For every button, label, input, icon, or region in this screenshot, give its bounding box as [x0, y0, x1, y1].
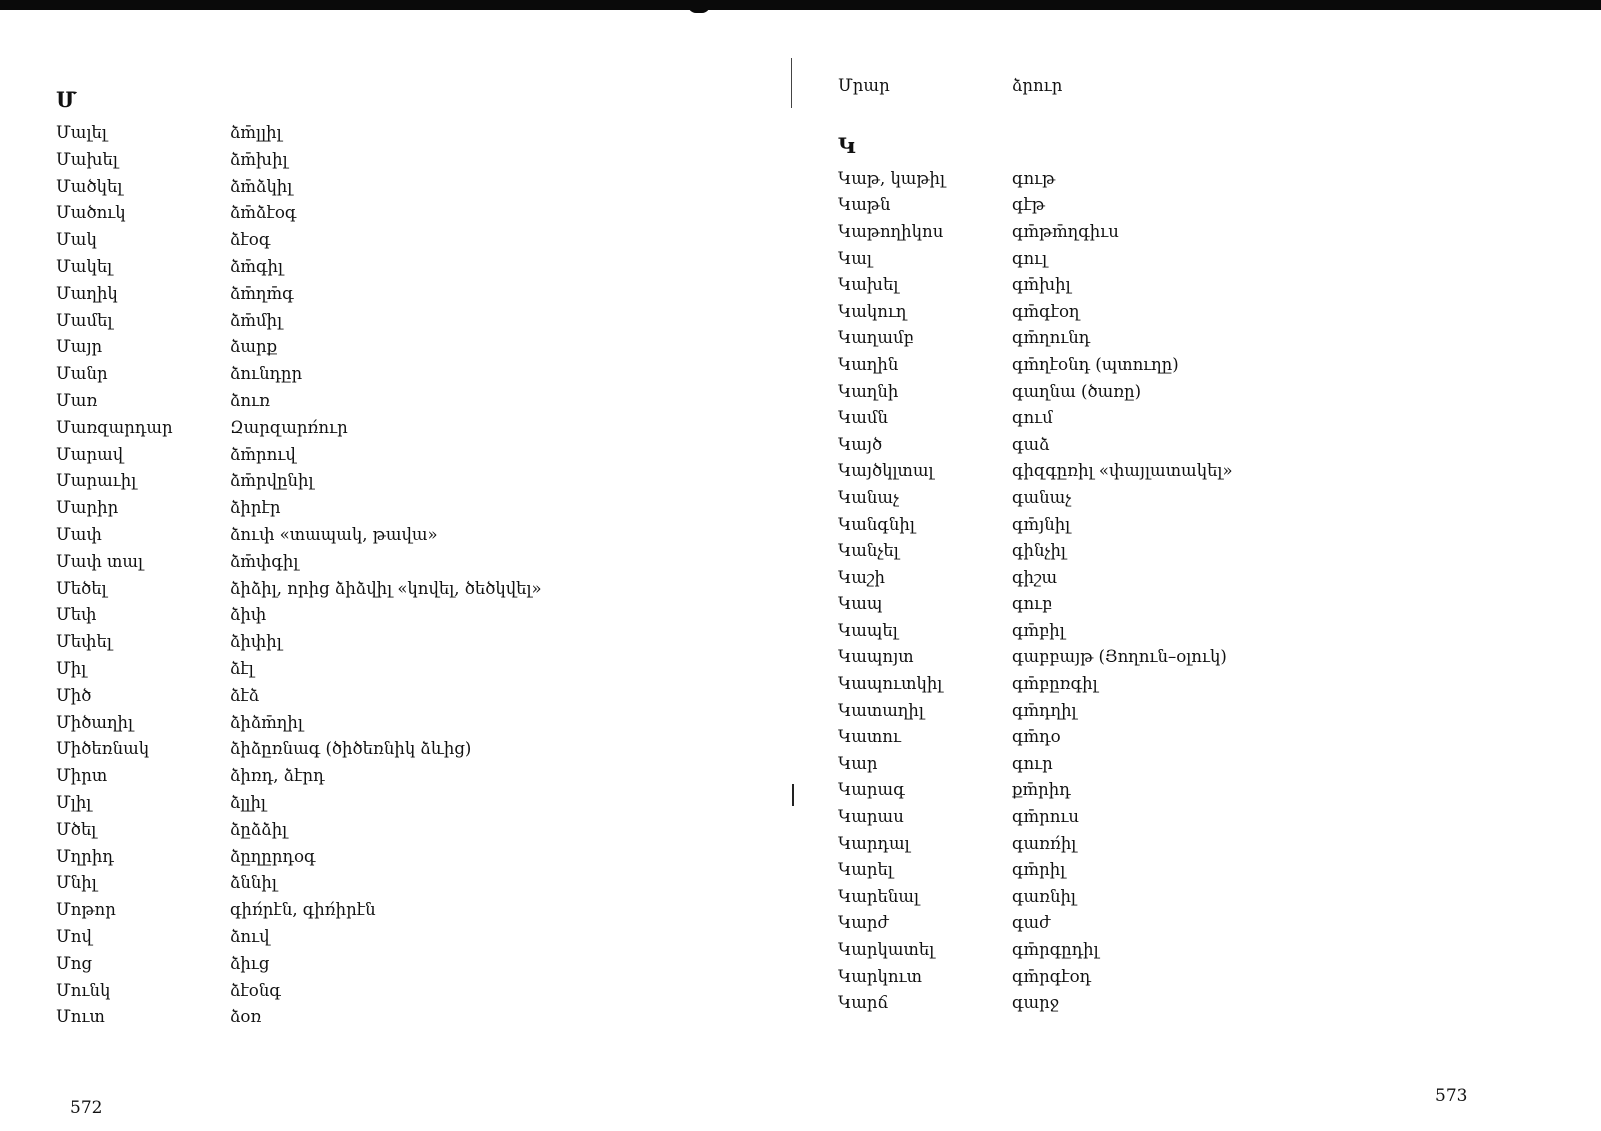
entry-gloss: ձm̄րուվ: [230, 444, 296, 464]
entry-gloss: ձօռ: [230, 1007, 262, 1027]
book-gutter-mark: [792, 784, 794, 806]
dictionary-entry: [838, 508, 1558, 535]
dictionary-entry: [56, 143, 776, 170]
entry-term: Մափ: [56, 524, 102, 544]
entry-term: Մակել: [56, 256, 113, 276]
dictionary-entry: [838, 853, 1558, 880]
entry-gloss: ձm̄ձէօգ: [230, 203, 297, 223]
dictionary-entry: [56, 1000, 776, 1027]
entry-gloss: գm̄բըռգիլ: [1012, 674, 1098, 694]
entry-term: Կաղին: [838, 354, 899, 374]
entry-gloss: քm̄րիդ: [1012, 780, 1071, 800]
dictionary-entry: [838, 375, 1558, 402]
section-letter: Մ: [56, 87, 77, 112]
entry-gloss: գիզգըռիլ «փայլատակել»: [1012, 461, 1233, 481]
dictionary-entry: [56, 813, 776, 840]
entry-gloss: գաժ: [1012, 913, 1051, 933]
entry-term: Մաղիկ: [56, 283, 118, 303]
entry-term: Կարագ: [838, 780, 905, 800]
dictionary-entry: [56, 572, 776, 599]
dictionary-entry: [838, 162, 1558, 189]
dictionary-entry: [838, 66, 1558, 96]
entry-term: Կար: [838, 753, 878, 773]
entry-gloss: ձm̄րվընիլ: [230, 471, 314, 491]
entry-gloss: ձարք: [230, 337, 278, 357]
entry-gloss: գիռ́րէն, գիռ́իրէն: [230, 900, 376, 920]
entry-gloss: գm̄րուս: [1012, 807, 1080, 827]
page-number: 572: [70, 1098, 103, 1118]
entry-term: Մայր: [56, 337, 103, 357]
entry-gloss: ձըղըրդօգ: [230, 846, 316, 866]
entry-list: [838, 162, 1558, 1013]
dictionary-entry: [838, 242, 1558, 269]
entry-term: Մեփել: [56, 632, 112, 652]
entry-gloss: ձm̄լլիլ: [230, 123, 282, 142]
spacer: [838, 96, 1558, 130]
entry-term: Մոց: [56, 953, 93, 973]
dictionary-entry: [56, 759, 776, 786]
entry-gloss: գաղնա (ծառը): [1012, 381, 1142, 401]
dictionary-entry: [56, 223, 776, 250]
dictionary-entry: [838, 588, 1558, 615]
dictionary-entry: [56, 866, 776, 893]
entry-term: Կարճ: [838, 993, 889, 1013]
dictionary-entry: [838, 827, 1558, 854]
dictionary-entry: [56, 974, 776, 1001]
entry-gloss: ձm̄ձկիլ: [230, 176, 293, 196]
entry-term: Կանչել: [838, 541, 899, 561]
entry-gloss: գm̄թm̄ղգիւս: [1012, 221, 1119, 241]
dictionary-entry: [56, 196, 776, 223]
dictionary-entry: [838, 268, 1558, 295]
entry-gloss: ձիռդ, ձէրդ: [230, 766, 325, 786]
entry-gloss: գm̄ղունդ: [1012, 328, 1091, 348]
dictionary-entry: [838, 960, 1558, 987]
entry-gloss: գm̄յնիլ: [1012, 514, 1071, 534]
entry-list: [56, 116, 776, 1027]
entry-term: Մղրիդ: [56, 846, 114, 866]
entry-gloss: ձիփ: [230, 605, 267, 625]
right-page: [838, 66, 1558, 1013]
entry-gloss: գm̄ղէօնդ (պտուղը): [1012, 354, 1179, 374]
dictionary-entry: [838, 215, 1558, 242]
dictionary-entry: [56, 170, 776, 197]
entry-term: Մախել: [56, 149, 118, 169]
dictionary-entry: [838, 986, 1558, 1013]
entry-term: Կակուղ: [838, 301, 907, 321]
dictionary-entry: [838, 720, 1558, 747]
entry-term: Մառ: [56, 390, 98, 410]
dictionary-entry: [838, 641, 1558, 668]
entry-term: Մակ: [56, 230, 97, 250]
entry-term: Մուտ: [56, 1007, 105, 1027]
entry-term: Կաղամբ: [838, 328, 914, 348]
dictionary-entry: [838, 614, 1558, 641]
entry-gloss: գուբ: [1012, 594, 1053, 614]
section-letter: Կ: [838, 133, 856, 158]
entry-gloss: ձm̄գիլ: [230, 256, 284, 276]
entry-gloss: գm̄րիլ: [1012, 860, 1066, 880]
entry-term: Միրտ: [56, 766, 108, 786]
dictionary-entry: [56, 464, 776, 491]
dictionary-entry: [838, 481, 1558, 508]
scan-top-edge: [0, 0, 1601, 10]
dictionary-entry: [56, 304, 776, 331]
entry-gloss: Զարզարռ́ուր: [230, 417, 348, 437]
entry-gloss: ձm̄միլ: [230, 310, 283, 330]
dictionary-entry: [56, 518, 776, 545]
entry-gloss: գm̄դօ: [1012, 727, 1061, 747]
page-number: 573: [1435, 1086, 1468, 1106]
entry-term: Մեծել: [56, 578, 107, 598]
dictionary-entry: [838, 933, 1558, 960]
entry-gloss: ձէօգ: [230, 230, 271, 250]
entry-term: Կաթողիկոս: [838, 221, 944, 241]
entry-term: Կանգնիլ: [838, 514, 915, 534]
entry-term: Մով: [56, 926, 92, 946]
entry-gloss: ձուվ: [230, 926, 270, 946]
entry-gloss: ձննիլ: [230, 873, 277, 893]
dictionary-entry: [838, 428, 1558, 455]
entry-term: Կատու: [838, 727, 901, 747]
dictionary-entry: [838, 401, 1558, 428]
entry-gloss: ձուփ «տապակ, թավա»: [230, 524, 438, 544]
entry-term: Կապուտկիլ: [838, 674, 943, 694]
dictionary-entry: [56, 438, 776, 465]
dictionary-entry: [838, 774, 1558, 801]
entry-gloss: ձուռ: [230, 390, 270, 410]
dictionary-entry: [56, 330, 776, 357]
dictionary-entry: [56, 250, 776, 277]
entry-gloss: գm̄խիլ: [1012, 275, 1071, 295]
entry-term: Կապ: [838, 594, 883, 614]
dictionary-entry: [56, 491, 776, 518]
entry-term: Կապոյտ: [838, 647, 914, 667]
entry-term: Կարժ: [838, 913, 889, 933]
dictionary-entry: [56, 652, 776, 679]
entry-term: Մնիլ: [56, 873, 97, 893]
dictionary-entry: [56, 384, 776, 411]
entry-term: Մարիր: [56, 498, 119, 518]
dictionary-entry: [56, 786, 776, 813]
dictionary-entry: [838, 348, 1558, 375]
entry-gloss: գm̄դղիլ: [1012, 700, 1077, 720]
dictionary-entry: [838, 747, 1558, 774]
dictionary-entry: [838, 189, 1558, 216]
entry-gloss: գուլ: [1012, 248, 1048, 268]
dictionary-entry: [838, 880, 1558, 907]
entry-gloss: ձունդըր: [230, 364, 303, 384]
dictionary-entry: [56, 357, 776, 384]
entry-term: Կաղնի: [838, 381, 899, 401]
entry-gloss: ձլլիլ: [230, 792, 266, 812]
entry-term: Կարենալ: [838, 886, 920, 906]
entry-term: Կարդալ: [838, 833, 910, 853]
entry-gloss: գութ: [1012, 168, 1056, 188]
entry-term: Մեփ: [56, 605, 97, 625]
dictionary-entry: [838, 561, 1558, 588]
dictionary-entry: [56, 840, 776, 867]
entry-gloss: գէթ: [1012, 195, 1045, 215]
dictionary-entry: [56, 625, 776, 652]
entry-gloss: ձէձ: [230, 685, 260, 705]
entry-term: Մառզարդար: [56, 417, 173, 437]
entry-term: Կալ: [838, 248, 872, 268]
entry-term: Կարկատել: [838, 940, 935, 960]
dictionary-entry: [56, 116, 776, 143]
entry-term: Մածկել: [56, 176, 123, 196]
entry-gloss: գաբբայթ (Յողուն–օլուկ): [1012, 647, 1227, 667]
entry-term: Մարավ: [56, 444, 124, 464]
entry-gloss: ձիւց: [230, 953, 270, 973]
entry-term: Մանր: [56, 364, 108, 384]
entry-term: Միծ: [56, 685, 92, 705]
entry-term: Կարաս: [838, 807, 904, 827]
entry-term: Կարել: [838, 860, 893, 880]
entry-gloss: ձm̄ղm̄գ: [230, 283, 294, 303]
entry-term: Կայծ: [838, 434, 883, 454]
entry-gloss: ձէօնգ: [230, 980, 281, 1000]
dictionary-entry: [838, 295, 1558, 322]
entry-gloss: գարջ: [1012, 993, 1060, 1013]
entry-gloss: գm̄գէօղ: [1012, 301, 1080, 321]
entry-term: Կաթ, կաթիլ: [838, 168, 946, 188]
entry-gloss: ձիձm̄ղիլ: [230, 712, 303, 732]
entry-gloss: ձըձձիլ: [230, 819, 288, 839]
entry-term: Կամն: [838, 408, 889, 428]
entry-gloss: գm̄բիլ: [1012, 620, 1065, 640]
entry-gloss: գm̄րգըդիլ: [1012, 940, 1099, 960]
entry-term: Մածուկ: [56, 203, 126, 223]
entry-gloss: գառռ́իլ: [1012, 833, 1077, 853]
dictionary-entry: [838, 907, 1558, 934]
entry-term: Կաշի: [838, 567, 885, 587]
left-page: [56, 84, 776, 1027]
entry-term: Մծել: [56, 819, 97, 839]
dictionary-entry: [56, 679, 776, 706]
book-gutter-line: [791, 58, 792, 108]
dictionary-entry: [838, 800, 1558, 827]
dictionary-entry: [56, 920, 776, 947]
entry-gloss: գm̄րգէօդ: [1012, 966, 1092, 986]
entry-gloss: գիշա: [1012, 567, 1058, 587]
entry-gloss: գաձ: [1012, 434, 1050, 454]
entry-gloss: գուր: [1012, 753, 1053, 773]
dictionary-entry: [56, 598, 776, 625]
dictionary-entry: [838, 322, 1558, 349]
dictionary-entry: [56, 947, 776, 974]
entry-gloss: ձիձիլ, որից ձիձվիլ «կովել, ծեծկվել»: [230, 578, 542, 598]
entry-term: Մամել: [56, 310, 113, 330]
entry-gloss: ձիրէր: [230, 498, 281, 518]
dictionary-entry: [838, 694, 1558, 721]
entry-gloss: գառնիլ: [1012, 886, 1076, 906]
dictionary-entry: [56, 277, 776, 304]
entry-term: Կարկուտ: [838, 966, 922, 986]
entry-gloss: գում: [1012, 408, 1053, 428]
entry-term: Կախել: [838, 275, 899, 295]
entry-term: Մալել: [56, 123, 107, 142]
entry-term: Կանաչ: [838, 487, 900, 507]
entry-gloss: ձիփիլ: [230, 632, 282, 652]
entry-term: Մրար: [838, 76, 890, 96]
entry-gloss: ձրուր: [1012, 76, 1063, 96]
dictionary-entry: [56, 732, 776, 759]
dictionary-entry: [838, 534, 1558, 561]
entry-term: Մունկ: [56, 980, 111, 1000]
dictionary-entry: [838, 455, 1558, 482]
entry-term: Մոթոր: [56, 900, 116, 920]
entry-term: Կաթն: [838, 195, 891, 215]
top-entry-block: [838, 66, 1558, 96]
entry-gloss: ձէլ: [230, 658, 254, 678]
entry-gloss: ձm̄փգիլ: [230, 551, 299, 571]
entry-term: Միծաղիլ: [56, 712, 134, 732]
dictionary-entry: [56, 545, 776, 572]
entry-term: Մափ տալ: [56, 551, 144, 571]
entry-term: Մարաւիլ: [56, 471, 137, 491]
entry-term: Միծեռնակ: [56, 739, 150, 759]
entry-gloss: ձիձըռնագ (ծիծեռնիկ ձևից): [230, 739, 472, 759]
entry-gloss: գանաչ: [1012, 487, 1072, 507]
entry-term: Կապել: [838, 620, 898, 640]
entry-term: Մլիլ: [56, 792, 92, 812]
entry-gloss: գինչիլ: [1012, 541, 1066, 561]
dictionary-entry: [56, 411, 776, 438]
entry-term: Կատաղիլ: [838, 700, 924, 720]
entry-gloss: ձm̄խիլ: [230, 149, 288, 169]
dictionary-entry: [56, 706, 776, 733]
entry-term: Կայծկլտալ: [838, 461, 934, 481]
dictionary-entry: [838, 667, 1558, 694]
dictionary-entry: [56, 893, 776, 920]
entry-term: Միլ: [56, 658, 87, 678]
